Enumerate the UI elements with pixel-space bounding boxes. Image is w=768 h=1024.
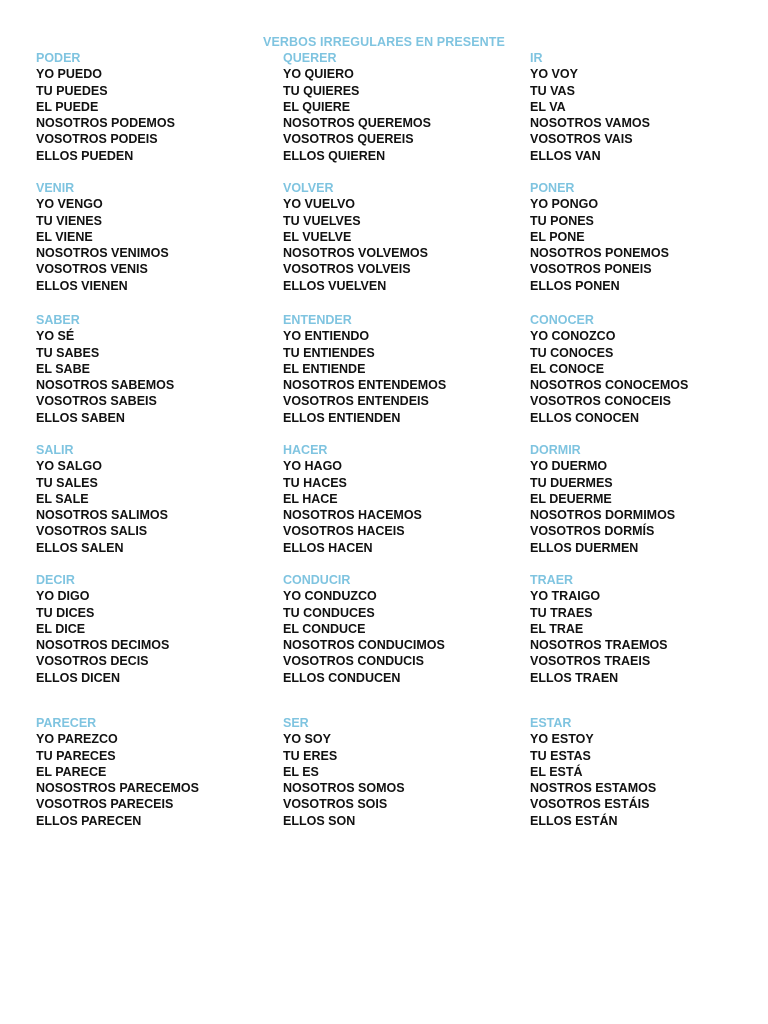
conjugation-vosotros: VOSOTROS CONDUCIS: [283, 654, 424, 669]
conjugation-vosotros: VOSOTROS ENTENDEIS: [283, 394, 429, 409]
conjugation-nosotros: NOSOTROS DECIMOS: [36, 638, 170, 653]
conjugation-el: EL VIENE: [36, 229, 93, 244]
conjugation-vosotros: VOSOTROS SABEIS: [36, 394, 157, 409]
verb-block-traer: [530, 572, 768, 686]
conjugation-tu: TU ENTIENDES: [283, 345, 375, 360]
conjugation-vosotros: VOSOTROS SALIS: [36, 524, 148, 539]
verb-block-salir: [36, 442, 276, 556]
conjugation-ellos: ELLOS DUERMEN: [530, 540, 639, 555]
verb-block-dormir: [530, 442, 768, 556]
conjugation-yo: YO DIGO: [36, 589, 90, 604]
conjugation-ellos: ELLOS SON: [283, 813, 356, 828]
conjugation-ellos: ELLOS PONEN: [530, 278, 620, 293]
conjugation-el: EL DEUERME: [530, 491, 612, 506]
conjugation-yo: YO QUIERO: [283, 67, 354, 82]
verb-heading: DORMIR: [530, 443, 581, 457]
conjugation-vosotros: VOSOTROS SOIS: [283, 797, 388, 812]
conjugation-vosotros: VOSOTROS VAIS: [530, 132, 633, 147]
conjugation-nosotros: NOSOTROS SOMOS: [283, 781, 405, 796]
verb-heading: SABER: [36, 313, 80, 327]
conjugation-el: EL ESTÁ: [530, 764, 583, 779]
conjugation-tu: TU CONOCES: [530, 345, 614, 360]
conjugation-ellos: ELLOS SABEN: [36, 410, 125, 425]
conjugation-tu: TU CONDUCES: [283, 605, 375, 620]
conjugation-yo: YO PONGO: [530, 197, 599, 212]
conjugation-el: EL DICE: [36, 621, 86, 636]
conjugation-tu: TU DUERMES: [530, 475, 613, 490]
conjugation-ellos: ELLOS HACEN: [283, 540, 373, 555]
conjugation-nosotros: NOSOTROS SALIMOS: [36, 508, 168, 523]
conjugation-ellos: ELLOS SALEN: [36, 540, 124, 555]
conjugation-yo: YO DUERMO: [530, 459, 608, 474]
verb-heading: ENTENDER: [283, 313, 352, 327]
verb-block-conducir: [283, 572, 523, 686]
conjugation-nosotros: NOSOTROS ENTENDEMOS: [283, 378, 447, 393]
conjugation-ellos: ELLOS VUELVEN: [283, 278, 387, 293]
verb-heading: PONER: [530, 181, 575, 195]
verb-heading: VENIR: [36, 181, 75, 195]
conjugation-nosotros: NOSTROS ESTAMOS: [530, 781, 657, 796]
conjugation-vosotros: VOSOTROS HACEIS: [283, 524, 405, 539]
conjugation-ellos: ELLOS ENTIENDEN: [283, 410, 401, 425]
conjugation-tu: TU PUEDES: [36, 83, 108, 98]
conjugation-el: EL HACE: [283, 491, 338, 506]
verb-block-ir: [530, 50, 768, 164]
conjugation-tu: TU VIENES: [36, 213, 102, 228]
verb-heading: SER: [283, 716, 309, 730]
conjugation-el: EL PONE: [530, 229, 585, 244]
verb-block-saber: [36, 312, 276, 426]
conjugation-nosotros: NOSOTROS CONDUCIMOS: [283, 638, 445, 653]
conjugation-tu: TU VAS: [530, 83, 575, 98]
verb-block-querer: [283, 50, 523, 164]
conjugation-nosotros: NOSOTROS VOLVEMOS: [283, 246, 428, 261]
verb-heading: IR: [530, 51, 543, 65]
conjugation-ellos: ELLOS DICEN: [36, 670, 121, 685]
conjugation-nosotros: NOSOTROS SABEMOS: [36, 378, 175, 393]
verb-block-estar: [530, 715, 768, 829]
conjugation-el: EL VA: [530, 99, 566, 114]
conjugation-yo: YO CONOZCO: [530, 329, 616, 344]
conjugation-vosotros: VOSOTROS PARECEIS: [36, 797, 174, 812]
conjugation-yo: YO SOY: [283, 732, 331, 747]
conjugation-nosotros: NOSOTROS HACEMOS: [283, 508, 422, 523]
conjugation-tu: TU SABES: [36, 345, 100, 360]
conjugation-el: EL ES: [283, 764, 319, 779]
conjugation-vosotros: VOSOTROS DORMÍS: [530, 524, 655, 539]
conjugation-el: EL QUIERE: [283, 99, 351, 114]
verb-heading: CONDUCIR: [283, 573, 351, 587]
conjugation-tu: TU ESTAS: [530, 748, 591, 763]
conjugation-tu: TU PONES: [530, 213, 594, 228]
conjugation-nosotros: NOSOTROS VENIMOS: [36, 246, 169, 261]
conjugation-nosotros: NOSOTROS TRAEMOS: [530, 638, 668, 653]
verb-block-conocer: [530, 312, 768, 426]
conjugation-tu: TU TRAES: [530, 605, 593, 620]
conjugation-vosotros: VOSOTROS QUEREIS: [283, 132, 414, 147]
verb-block-hacer: [283, 442, 523, 556]
conjugation-tu: TU SALES: [36, 475, 98, 490]
verb-heading: TRAER: [530, 573, 574, 587]
conjugation-el: EL PUEDE: [36, 99, 99, 114]
conjugation-vosotros: VOSOTROS ESTÁIS: [530, 797, 650, 812]
verb-block-decir: [36, 572, 276, 686]
conjugation-tu: TU DICES: [36, 605, 95, 620]
conjugation-el: EL ENTIENDE: [283, 361, 366, 376]
conjugation-yo: YO PAREZCO: [36, 732, 118, 747]
conjugation-vosotros: VOSOTROS PODEIS: [36, 132, 158, 147]
verb-heading: PODER: [36, 51, 81, 65]
conjugation-yo: YO HAGO: [283, 459, 343, 474]
conjugation-el: EL TRAE: [530, 621, 584, 636]
conjugation-nosotros: NOSOTROS CONOCEMOS: [530, 378, 689, 393]
conjugation-vosotros: VOSOTROS VENIS: [36, 262, 148, 277]
conjugation-yo: YO PUEDO: [36, 67, 102, 82]
conjugation-nosotros: NOSOTROS PONEMOS: [530, 246, 669, 261]
verb-block-poder: [36, 50, 276, 164]
conjugation-nosotros: NOSOTROS VAMOS: [530, 116, 650, 131]
conjugation-el: EL SABE: [36, 361, 90, 376]
conjugation-el: EL VUELVE: [283, 229, 352, 244]
conjugation-nosotros: NOSOTROS DORMIMOS: [530, 508, 676, 523]
verb-heading: QUERER: [283, 51, 337, 65]
conjugation-el: EL SALE: [36, 491, 89, 506]
verb-heading: ESTAR: [530, 716, 572, 730]
verb-heading: PARECER: [36, 716, 97, 730]
verb-block-entender: [283, 312, 523, 426]
verb-heading: SALIR: [36, 443, 74, 457]
conjugation-yo: YO CONDUZCO: [283, 589, 377, 604]
verb-heading: HACER: [283, 443, 328, 457]
conjugation-tu: TU ERES: [283, 748, 338, 763]
conjugation-ellos: ELLOS ESTÁN: [530, 813, 618, 828]
verb-block-ser: [283, 715, 523, 829]
conjugation-el: EL CONDUCE: [283, 621, 366, 636]
verb-block-volver: [283, 180, 523, 294]
conjugation-nosotros: NOSOTROS QUEREMOS: [283, 116, 431, 131]
verb-heading: VOLVER: [283, 181, 334, 195]
conjugation-vosotros: VOSOTROS CONOCEIS: [530, 394, 671, 409]
conjugation-ellos: ELLOS VAN: [530, 148, 601, 163]
conjugation-el: EL PARECE: [36, 764, 107, 779]
conjugation-vosotros: VOSOTROS PONEIS: [530, 262, 652, 277]
conjugation-vosotros: VOSOTROS TRAEIS: [530, 654, 651, 669]
conjugation-vosotros: VOSOTROS VOLVEIS: [283, 262, 411, 277]
conjugation-nosotros: NOSOTROS PODEMOS: [36, 116, 175, 131]
conjugation-ellos: ELLOS TRAEN: [530, 670, 619, 685]
conjugation-vosotros: VOSOTROS DECIS: [36, 654, 149, 669]
verb-block-venir: [36, 180, 276, 294]
conjugation-yo: YO TRAIGO: [530, 589, 601, 604]
conjugation-el: EL CONOCE: [530, 361, 605, 376]
conjugation-ellos: ELLOS PARECEN: [36, 813, 142, 828]
conjugation-tu: TU QUIERES: [283, 83, 360, 98]
conjugation-tu: TU HACES: [283, 475, 347, 490]
conjugation-ellos: ELLOS QUIEREN: [283, 148, 386, 163]
conjugation-yo: YO ENTIENDO: [283, 329, 370, 344]
verb-block-parecer: [36, 715, 276, 829]
verb-heading: DECIR: [36, 573, 75, 587]
verb-heading: CONOCER: [530, 313, 594, 327]
conjugation-tu: TU PARECES: [36, 748, 116, 763]
conjugation-nosotros: NOSOSTROS PARECEMOS: [36, 781, 199, 796]
verb-block-poner: [530, 180, 768, 294]
conjugation-yo: YO VUELVO: [283, 197, 356, 212]
conjugation-yo: YO ESTOY: [530, 732, 594, 747]
conjugation-ellos: ELLOS CONDUCEN: [283, 670, 401, 685]
conjugation-tu: TU VUELVES: [283, 213, 361, 228]
conjugation-ellos: ELLOS VIENEN: [36, 278, 128, 293]
conjugation-yo: YO VENGO: [36, 197, 103, 212]
conjugation-ellos: ELLOS PUEDEN: [36, 148, 134, 163]
conjugation-yo: YO VOY: [530, 67, 578, 82]
conjugation-ellos: ELLOS CONOCEN: [530, 410, 640, 425]
page-title: VERBOS IRREGULARES EN PRESENTE: [263, 35, 505, 49]
conjugation-yo: YO SÉ: [36, 329, 75, 344]
conjugation-yo: YO SALGO: [36, 459, 102, 474]
